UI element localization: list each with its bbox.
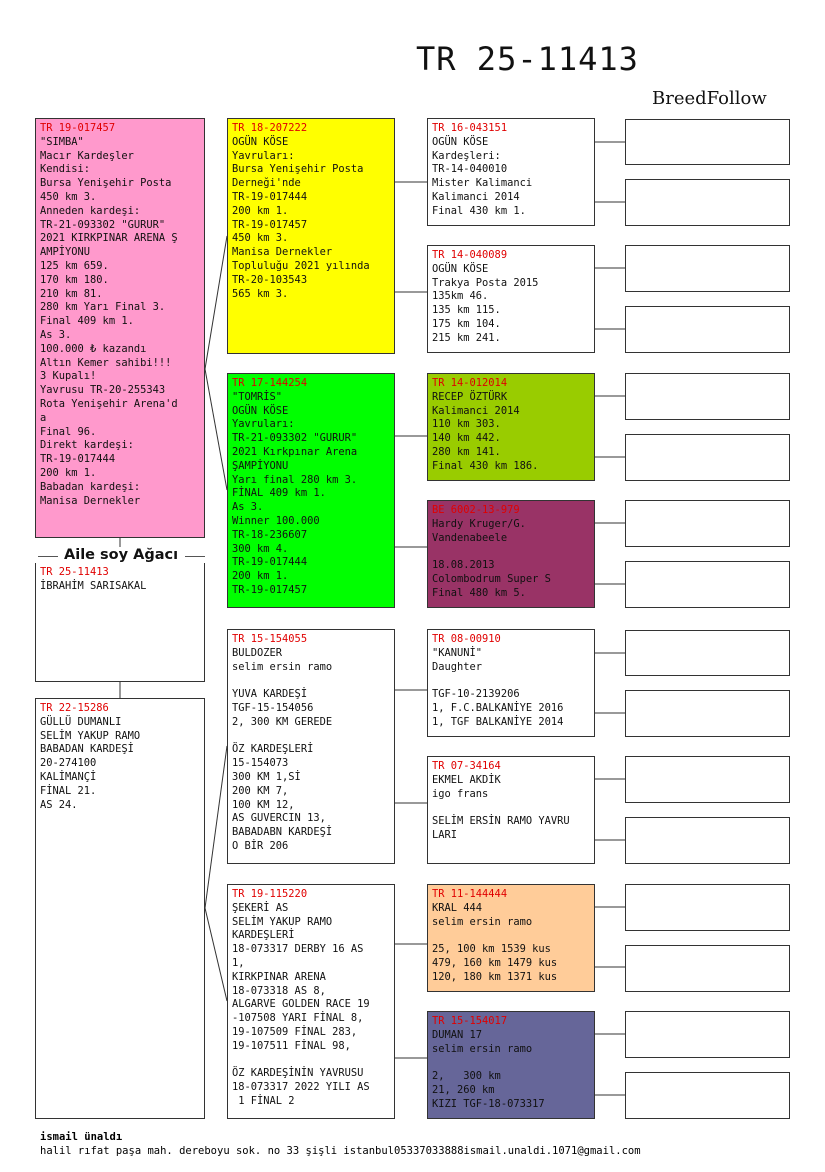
ring-number: TR 22-15286 bbox=[40, 702, 109, 714]
dam-card[interactable] bbox=[35, 698, 205, 1119]
divider bbox=[185, 556, 205, 557]
gen4-empty-card[interactable] bbox=[625, 179, 790, 226]
ring-number: TR 07-34164 bbox=[432, 760, 501, 772]
ring-number: TR 19-115220 bbox=[232, 888, 308, 900]
section-label: Aile soy Ağacı bbox=[58, 547, 184, 563]
ring-number: TR 08-00910 bbox=[432, 633, 501, 645]
gen3-card[interactable] bbox=[427, 245, 595, 353]
gen4-empty-card[interactable] bbox=[625, 434, 790, 481]
ring-number: TR 19-017457 bbox=[40, 122, 116, 134]
gen3-card[interactable] bbox=[427, 756, 595, 864]
ring-number: TR 18-207222 bbox=[232, 122, 308, 134]
dam-sire-card[interactable] bbox=[227, 629, 395, 864]
page-title: TR 25-11413 bbox=[416, 40, 639, 78]
pigeon-info: "KANUNİ" Daughter TGF-10-2139206 1, F.C.BALKANİYE 2016 1, TGF BALKANİYE 2014 bbox=[432, 646, 564, 728]
brand-logo[interactable]: BreedFollow bbox=[652, 88, 767, 109]
gen4-empty-card[interactable] bbox=[625, 245, 790, 292]
pigeon-info: OGÜN KÖSE Yavruları: Bursa Yenişehir Posta Derneği'nde TR-19-017444 200 km 1. TR-19-017457 450 km 3. Manisa Dernekler Topluluğu 2021 yılında TR-20-103543 565 km 3. bbox=[232, 135, 370, 300]
ring-number: BE 6002-13-979 bbox=[432, 504, 520, 516]
gen4-empty-card[interactable] bbox=[625, 561, 790, 608]
gen4-empty-card[interactable] bbox=[625, 119, 790, 165]
gen3-card[interactable] bbox=[427, 500, 595, 608]
gen4-empty-card[interactable] bbox=[625, 1072, 790, 1119]
dam-dam-card[interactable] bbox=[227, 884, 395, 1119]
ring-number: TR 14-012014 bbox=[432, 377, 508, 389]
gen4-empty-card[interactable] bbox=[625, 756, 790, 803]
ring-number: TR 16-043151 bbox=[432, 122, 508, 134]
divider bbox=[38, 556, 58, 557]
pigeon-info: RECEP ÖZTÜRK Kalimanci 2014 110 km 303. 140 km 442. 280 km 141. Final 430 km 186. bbox=[432, 390, 539, 472]
pigeon-info: GÜLLÜ DUMANLI SELİM YAKUP RAMO BABADAN KARDEŞİ 20-274100 KALİMANÇİ FİNAL 21. AS 24. bbox=[40, 715, 141, 811]
pigeon-info: OGÜN KÖSE Kardeşleri: TR-14-040010 Mister Kalimanci Kalimanci 2014 Final 430 km 1. bbox=[432, 135, 533, 217]
gen3-card[interactable] bbox=[427, 118, 595, 226]
sire-card[interactable] bbox=[35, 118, 205, 538]
gen4-empty-card[interactable] bbox=[625, 817, 790, 864]
subject-card[interactable] bbox=[35, 563, 205, 682]
ring-number: TR 15-154055 bbox=[232, 633, 308, 645]
pigeon-info: KRAL 444 selim ersin ramo 25, 100 km 1539 kus 479, 160 km 1479 kus 120, 180 km 1371 kus bbox=[432, 901, 558, 983]
gen4-empty-card[interactable] bbox=[625, 306, 790, 353]
footer-owner-name: ismail ünaldı bbox=[40, 1131, 123, 1143]
gen3-card[interactable] bbox=[427, 373, 595, 481]
footer-contact: halil rıfat paşa mah. dereboyu sok. no 33 şişli istanbul05337033888ismail.unaldi.1071@gmail.com bbox=[40, 1145, 641, 1157]
gen4-empty-card[interactable] bbox=[625, 630, 790, 676]
ring-number: TR 11-144444 bbox=[432, 888, 508, 900]
gen4-empty-card[interactable] bbox=[625, 500, 790, 547]
pigeon-info: EKMEL AKDİK igo frans SELİM ERSİN RAMO YAVRU LARI bbox=[432, 773, 570, 841]
sire-sire-card[interactable] bbox=[227, 118, 395, 354]
gen4-empty-card[interactable] bbox=[625, 373, 790, 420]
ring-number: TR 15-154017 bbox=[432, 1015, 508, 1027]
owner-name: İBRAHİM SARISAKAL bbox=[40, 579, 147, 592]
gen4-empty-card[interactable] bbox=[625, 690, 790, 737]
pigeon-info: "TOMRİS" OGÜN KÖSE Yavruları: TR-21-093302 "GURUR" 2021 Kırkpınar Arena ŞAMPİYONU Yarı final 280 km 3. FİNAL 409 km 1. As 3. Winner 100.000 TR-18-236607 300 km 4. TR-19-017444 200 km 1. TR-19-017457 bbox=[232, 390, 358, 596]
ring-number: TR 14-040089 bbox=[432, 249, 508, 261]
pigeon-info: ŞEKERİ AS SELİM YAKUP RAMO KARDEŞLERİ 18-073317 DERBY 16 AS 1, KIRKPINAR ARENA 18-073318 AS 8, ALGARVE GOLDEN RACE 19 -107508 YARI FİNAL 8, 19-107509 FİNAL 283, 19-107511 FİNAL 98, ÖZ KARDEŞİNİN YAVRUSU 18-073317 2022 YILI AS 1 FİNAL 2 bbox=[232, 901, 370, 1107]
gen3-card[interactable] bbox=[427, 884, 595, 992]
gen4-empty-card[interactable] bbox=[625, 945, 790, 992]
pigeon-info: DUMAN 17 selim ersin ramo 2, 300 km 21, 260 km KIZI TGF-18-073317 bbox=[432, 1028, 545, 1110]
gen3-card[interactable] bbox=[427, 1011, 595, 1119]
ring-number: TR 25-11413 bbox=[40, 566, 109, 578]
pigeon-info: "SIMBA" Macır Kardeşler Kendisi: Bursa Yenişehir Posta 450 km 3. Anneden kardeşi: TR-21-093302 "GURUR" 2021 KIRKPINAR ARENA Ş AMPİYONU 125 km 659. 170 km 180. 210 km 81. 280 km Yarı Final 3. Final 409 km 1. As 3. 100.000 ₺ kazandı Altın Kemer sahibi!!! 3 Kupalı! Yavrusu TR-20-255343 Rota Yenişehir Arena'd a Final 96. Direkt kardeşi: TR-19-017444 200 km 1. Babadan kardeşi: Manisa Dernekler bbox=[40, 135, 178, 507]
pigeon-info: Hardy Kruger/G. Vandenabeele 18.08.2013 Colombodrum Super S Final 480 km 5. bbox=[432, 517, 551, 599]
gen4-empty-card[interactable] bbox=[625, 884, 790, 931]
ring-number: TR 17-144254 bbox=[232, 377, 308, 389]
gen4-empty-card[interactable] bbox=[625, 1011, 790, 1058]
sire-dam-card[interactable] bbox=[227, 373, 395, 608]
pigeon-info: BULDOZER selim ersin ramo YUVA KARDEŞİ TGF-15-154056 2, 300 KM GEREDE ÖZ KARDEŞLERİ 15-154073 300 KM 1,Sİ 200 KM 7, 100 KM 12, AS GUVERCIN 13, BABADABN KARDEŞİ O BİR 206 bbox=[232, 646, 333, 852]
pigeon-info: OGÜN KÖSE Trakya Posta 2015 135km 46. 135 km 115. 175 km 104. 215 km 241. bbox=[432, 262, 539, 344]
gen3-card[interactable] bbox=[427, 629, 595, 737]
